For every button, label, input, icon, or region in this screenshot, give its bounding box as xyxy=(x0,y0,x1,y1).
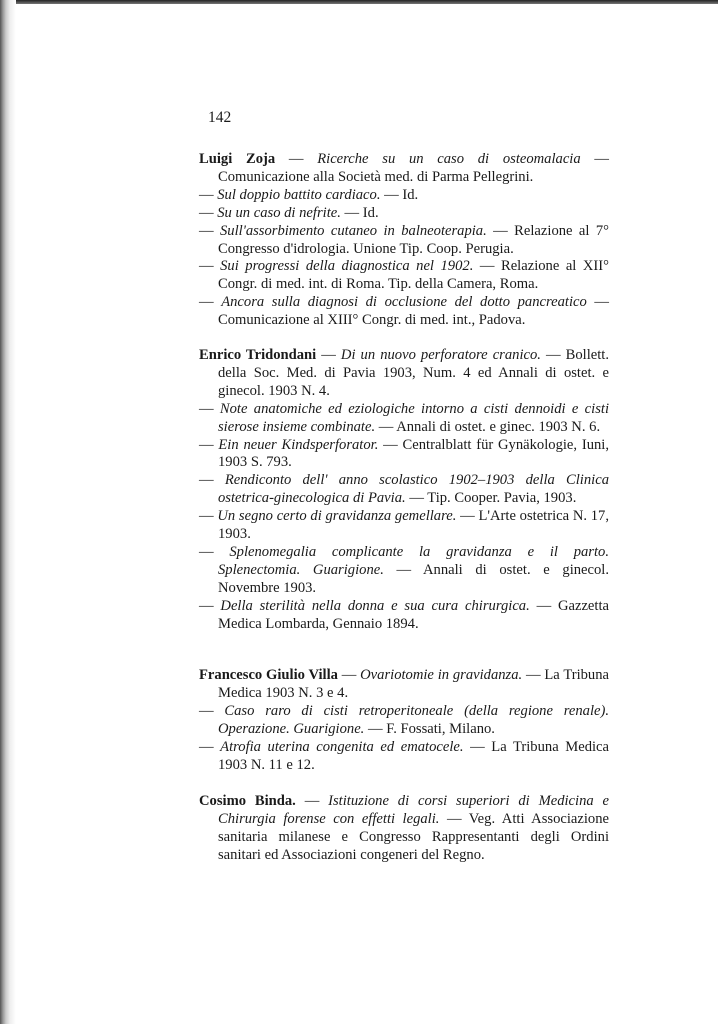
publication-source: — F. Fossati, Milano. xyxy=(368,720,495,737)
publication-title: Ricerche su un caso di osteomalacia xyxy=(317,151,581,167)
publication-title: Sul doppio battito cardiaco. xyxy=(217,186,381,203)
scan-top-edge xyxy=(0,0,718,4)
publication-source: — Annali di ostet. e ginecol. Novembre 1903. xyxy=(218,561,609,596)
publication-source: — Annali di ostet. e ginec. 1903 N. 6. xyxy=(378,418,601,435)
publication-source: — Comunicazione al XIII° Congr. di med. int., Padova. xyxy=(218,294,609,329)
publication-source: — Tip. Cooper. Pavia, 1903. xyxy=(409,490,577,507)
publication-item: — Su un caso di nefrite. — Id. xyxy=(199,204,379,221)
publication-source: — Gazzetta Medica Lombarda, Gennaio 1894. xyxy=(218,597,609,632)
publication-source: — La Tribuna Medica 1903 N. 3 e 4. xyxy=(218,667,610,701)
publication-source: — Comunicazione alla Società med. di Parma Pellegrini. xyxy=(218,151,609,185)
page-number: 142 xyxy=(208,109,232,126)
publication-title: Splenomegalia complicante la gravidanza e il parto. Splenectomia. Guarigione. xyxy=(218,543,609,578)
publication-item: — Atrofia uterina congenita ed ematocele. — La Tribuna Medica 1903 N. 11 e 12. xyxy=(199,738,609,773)
publication-title: Rendiconto dell' anno scolastico 1902–1903 della Clinica ostetrica-ginecologica di Pavia. xyxy=(218,472,609,507)
publication-item: — Splenomegalia complicante la gravidanza e il parto. Splenectomia. Guarigione. — Annali di ostet. e ginecol. Novembre 1903. xyxy=(199,543,609,596)
publication-title: Della sterilità nella donna e sua cura chirurgica. xyxy=(220,597,530,614)
publication-source: — Veg. Atti Associazione sanitaria milanese e Congresso Rappresentanti degli Ordini sanitari ed Associazioni congeneri del Regno. xyxy=(218,810,609,863)
publication-title: Su un caso di nefrite. xyxy=(217,204,341,221)
publication-item: — Sull'assorbimento cutaneo in balneoterapia. — Relazione al 7° Congresso d'idrologia. Unione Tip. Coop. Perugia. xyxy=(199,222,609,257)
author-name: Enrico Tridondani xyxy=(199,347,317,363)
publication-item: Cosimo Binda. — Istituzione di corsi superiori di Medicina e Chirurgia forense con effetti legali. — Veg. Atti Associazione sanitaria milanese e Congresso Rappresentanti degli Ordini sanitari ed Associazioni congeneri del Regno. xyxy=(199,793,610,863)
publication-item: Luigi Zoja — Ricerche su un caso di osteomalacia — Comunicazione alla Società med. di Parma Pellegrini. xyxy=(199,151,609,185)
publication-source: — Relazione al 7° Congresso d'idrologia. Unione Tip. Coop. Perugia. xyxy=(218,222,609,257)
publication-title: Un segno certo di gravidanza gemellare. xyxy=(217,508,457,525)
publication-source: — Centralblatt für Gynäkologie, Iuni, 1903 S. 793. xyxy=(218,436,609,471)
publication-item: Enrico Tridondani — Di un nuovo perforatore cranico. — Bollett. della Soc. Med. di Pavia 1903, Num. 4 ed Annali di ostet. e ginecol. 1903 N. 4. xyxy=(199,347,609,399)
publication-source: — Id. xyxy=(384,186,419,203)
author-entry xyxy=(199,151,609,330)
publication-item: — Un segno certo di gravidanza gemellare. — L'Arte ostetrica N. 17, 1903. xyxy=(199,508,609,543)
publication-title: Atrofia uterina congenita ed ematocele. xyxy=(220,738,464,755)
scan-left-edge xyxy=(0,0,16,1024)
publication-item: — Ancora sulla diagnosi di occlusione del dotto pancreatico — Comunicazione al XIII° Congr. di med. int., Padova. xyxy=(199,294,609,329)
author-name: Luigi Zoja xyxy=(199,151,276,167)
author-entry xyxy=(199,667,609,774)
publication-item: Francesco Giulio Villa — Ovariotomie in gravidanza. — La Tribuna Medica 1903 N. 3 e 4. xyxy=(199,667,610,701)
author-name: Francesco Giulio Villa xyxy=(199,667,338,683)
publication-item: — Caso raro di cisti retroperitoneale (della regione renale). Operazione. Guarigione. — F. Fossati, Milano. xyxy=(199,702,609,737)
publication-title: Ein neuer Kindsperforator. xyxy=(218,436,379,453)
publication-title: Ancora sulla diagnosi di occlusione del dotto pancreatico xyxy=(221,294,587,311)
publication-source: — La Tribuna Medica 1903 N. 11 e 12. xyxy=(218,738,609,773)
publication-item: — Rendiconto dell' anno scolastico 1902–1903 della Clinica ostetrica-ginecologica di Pavia. — Tip. Cooper. Pavia, 1903. xyxy=(199,472,609,507)
publication-item: — Note anatomiche ed eziologiche intorno a cisti dennoidi e cisti sierose insieme combinate. — Annali di ostet. e ginec. 1903 N. 6. xyxy=(199,400,609,435)
publication-title: Sui progressi della diagnostica nel 1902. xyxy=(220,258,474,275)
publication-source: — L'Arte ostetrica N. 17, 1903. xyxy=(218,508,609,543)
publication-title: Di un nuovo perforatore cranico. xyxy=(340,347,541,363)
publication-title: Istituzione di corsi superiori di Medicina e Chirurgia forense con effetti legali. xyxy=(218,793,610,827)
publication-title: Ovariotomie in gravidanza. xyxy=(360,667,523,683)
publication-title: Caso raro di cisti retroperitoneale (della regione renale). Operazione. Guarigione. xyxy=(218,702,609,737)
publication-item: — Sul doppio battito cardiaco. — Id. xyxy=(199,186,419,203)
publication-source: — Bollett. della Soc. Med. di Pavia 1903, Num. 4 ed Annali di ostet. e ginecol. 1903 N. 4. xyxy=(218,347,609,399)
publication-title: Note anatomiche ed eziologiche intorno a cisti dennoidi e cisti sierose insieme combinate. xyxy=(218,400,609,435)
author-entry xyxy=(199,793,609,865)
publication-item: — Della sterilità nella donna e sua cura chirurgica. — Gazzetta Medica Lombarda, Gennaio 1894. xyxy=(199,597,609,632)
author-name: Cosimo Binda. xyxy=(199,793,296,809)
publication-item: — Ein neuer Kindsperforator. — Centralblatt für Gynäkologie, Iuni, 1903 S. 793. xyxy=(199,436,609,471)
publication-source: — Relazione al XII° Congr. di med. int. di Roma. Tip. della Camera, Roma. xyxy=(218,258,609,293)
publication-item: — Sui progressi della diagnostica nel 1902. — Relazione al XII° Congr. di med. int. di Roma. Tip. della Camera, Roma. xyxy=(199,258,609,293)
publication-source: — Id. xyxy=(344,204,379,221)
author-entry xyxy=(199,347,609,634)
publication-title: Sull'assorbimento cutaneo in balneoterapia. xyxy=(220,222,487,239)
